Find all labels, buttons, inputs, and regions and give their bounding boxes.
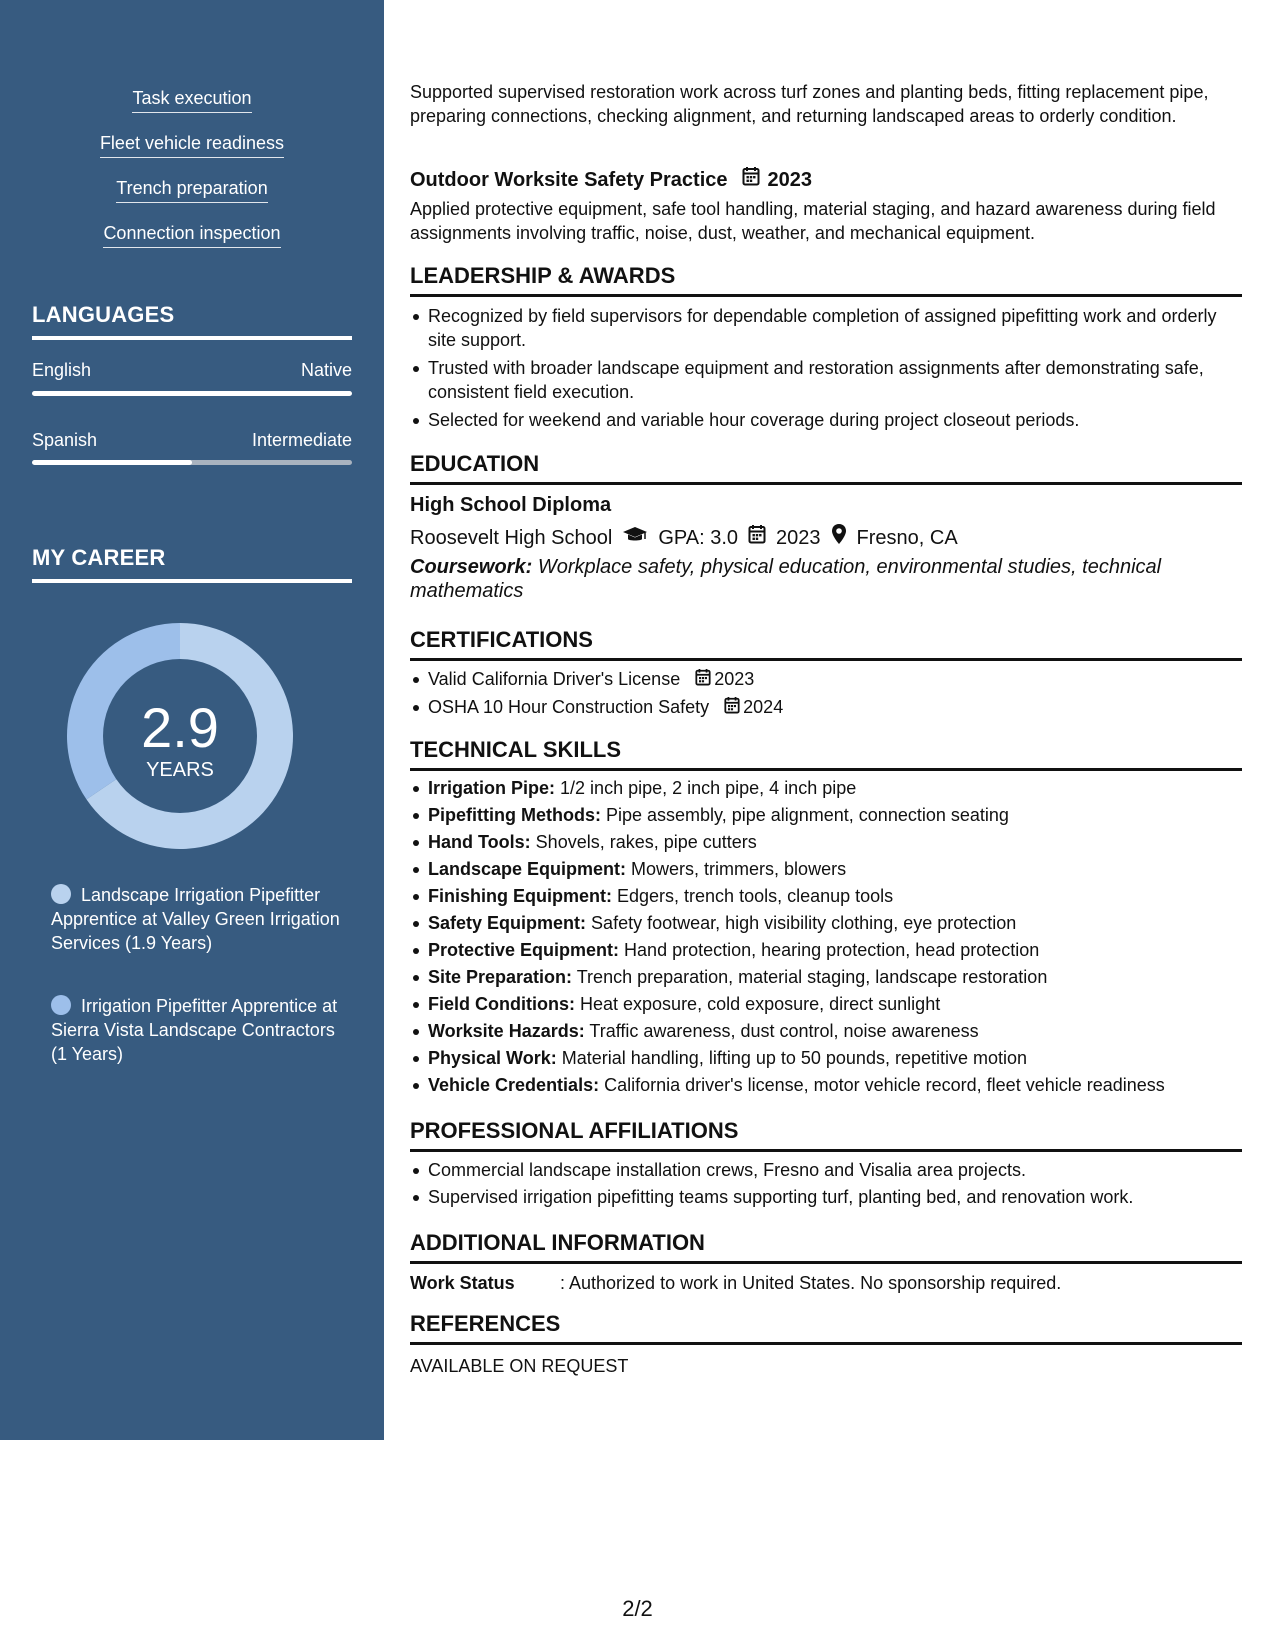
- graduation-cap-icon: [622, 525, 648, 551]
- skill-item: [410, 1045, 1242, 1072]
- skill-label: Task execution: [132, 88, 251, 113]
- list-item: [410, 666, 1242, 694]
- references-heading: REFERENCES: [410, 1311, 1242, 1345]
- skill-item: [410, 937, 1242, 964]
- skill-category: Protective Equipment:: [428, 940, 620, 960]
- list-item: Supervised irrigation pipefitting teams supporting turf, planting bed, and renovation work.: [410, 1184, 1242, 1211]
- experience-summary: Supported supervised restoration work across turf zones and planting beds, fitting replacement pipe, preparing connections, checking alignment, and returning landscaped areas to orderly condition.: [410, 82, 1209, 126]
- skill-category: Irrigation Pipe:: [428, 778, 556, 798]
- school-location: Fresno, CA: [856, 526, 958, 549]
- leadership-list: [410, 304, 1242, 432]
- education-details-row: [410, 523, 958, 552]
- calendar-icon: [748, 524, 766, 551]
- gpa: GPA: 3.0: [658, 526, 739, 549]
- skill-item: [410, 1018, 1242, 1045]
- career-legend-item: [51, 883, 341, 955]
- list-item: Trusted with broader landscape equipment and restoration assignments after demonstrating safe, consistent field execution.: [410, 356, 1242, 404]
- certification-name: Valid California Driver's License: [428, 669, 681, 689]
- certification-year: 2023: [714, 669, 755, 689]
- skill-values: Pipe assembly, pipe alignment, connection seating: [606, 805, 1009, 825]
- skill-values: Heat exposure, cold exposure, direct sunlight: [580, 994, 941, 1014]
- education-heading: EDUCATION: [410, 451, 1242, 485]
- graduation-year: 2023: [776, 526, 821, 549]
- skill-category: Finishing Equipment:: [428, 886, 612, 906]
- skill-values: California driver's license, motor vehicle record, fleet vehicle readiness: [604, 1075, 1165, 1095]
- affiliations-list: [410, 1157, 1242, 1211]
- skill-category: Hand Tools:: [428, 832, 531, 852]
- map-pin-icon: [831, 523, 847, 552]
- school-name: Roosevelt High School: [410, 526, 613, 549]
- list-item: Recognized by field supervisors for dependable completion of assigned pipefitting work and orderly site support.: [410, 304, 1242, 352]
- sidebar: [0, 0, 384, 1440]
- skill-values: Traffic awareness, dust control, noise awareness: [589, 1021, 979, 1041]
- skill-link-task-execution[interactable]: [0, 88, 384, 113]
- skill-values: Hand protection, hearing protection, head protection: [624, 940, 1040, 960]
- calendar-icon: [724, 695, 740, 722]
- work-status-value: : Authorized to work in United States. No sponsorship required.: [560, 1273, 1062, 1293]
- degree-title: [410, 492, 611, 518]
- work-status-label: Work Status: [410, 1273, 515, 1293]
- legend-dot: [51, 995, 71, 1015]
- skill-values: Material handling, lifting up to 50 pounds, repetitive motion: [561, 1048, 1028, 1068]
- skill-category: Worksite Hazards:: [428, 1021, 585, 1041]
- list-item: Selected for weekend and variable hour coverage during project closeout periods.: [410, 408, 1242, 432]
- skill-category: Safety Equipment:: [428, 913, 587, 933]
- technical-skills-heading: TECHNICAL SKILLS: [410, 737, 1242, 771]
- career-legend-text: Irrigation Pipefitter Apprentice at Sierra Vista Landscape Contractors (1 Years): [51, 996, 338, 1064]
- skill-label: Connection inspection: [103, 223, 280, 248]
- list-item: Commercial landscape installation crews, Fresno and Visalia area projects.: [410, 1157, 1242, 1184]
- skill-category: Landscape Equipment:: [428, 859, 627, 879]
- training-title-row: [410, 166, 812, 193]
- career-total-unit: YEARS: [146, 759, 214, 781]
- skill-item: [410, 991, 1242, 1018]
- skill-category: Pipefitting Methods:: [428, 805, 601, 825]
- career-heading: MY CAREER: [32, 545, 352, 583]
- skill-values: 1/2 inch pipe, 2 inch pipe, 4 inch pipe: [560, 778, 857, 798]
- skill-item: [410, 775, 1242, 802]
- skill-values: Trench preparation, material staging, landscape restoration: [576, 967, 1048, 987]
- legend-dot: [51, 884, 71, 904]
- skill-item: [410, 1072, 1242, 1099]
- coursework-label: Coursework:: [410, 556, 533, 578]
- skill-label: Trench preparation: [116, 178, 267, 203]
- skill-category: Vehicle Credentials:: [428, 1075, 600, 1095]
- affiliations-heading: PROFESSIONAL AFFILIATIONS: [410, 1118, 1242, 1152]
- skill-item: [410, 883, 1242, 910]
- language-bar-spanish: [32, 460, 352, 465]
- language-row-spanish: [32, 430, 352, 451]
- calendar-icon: [695, 667, 711, 694]
- skill-item: [410, 856, 1242, 883]
- skill-link-trench-preparation[interactable]: [0, 178, 384, 203]
- certifications-list: [410, 666, 1242, 722]
- skill-link-fleet-vehicle-readiness[interactable]: [0, 133, 384, 158]
- language-bar-fill: [32, 460, 192, 465]
- training-description: Applied protective equipment, safe tool handling, material staging, and hazard awareness during field assignments involving traffic, noise, dust, weather, and mechanical equipment.: [410, 199, 1216, 243]
- career-donut-chart: [66, 622, 294, 850]
- language-name: English: [32, 360, 92, 380]
- references-text: AVAILABLE ON REQUEST: [410, 1356, 629, 1376]
- list-item: [410, 694, 1242, 722]
- language-name: Spanish: [32, 430, 98, 450]
- additional-info-heading: ADDITIONAL INFORMATION: [410, 1230, 1242, 1264]
- skill-category: Field Conditions:: [428, 994, 575, 1014]
- skill-category: Physical Work:: [428, 1048, 557, 1068]
- certifications-heading: CERTIFICATIONS: [410, 627, 1242, 661]
- skill-values: Safety footwear, high visibility clothing, eye protection: [591, 913, 1017, 933]
- page-number: 2/2: [622, 1596, 653, 1621]
- career-total-value: 2.9: [141, 696, 219, 759]
- language-bar-fill: [32, 391, 352, 396]
- coursework: [410, 555, 1242, 603]
- degree-name: High School Diploma: [410, 494, 612, 516]
- skill-item: [410, 829, 1242, 856]
- training-year: 2023: [767, 168, 812, 191]
- coursework-text: Workplace safety, physical education, environmental studies, technical mathematics: [410, 556, 1162, 602]
- work-status-row: [410, 1271, 1242, 1295]
- language-row-english: [32, 360, 352, 381]
- skill-item: [410, 802, 1242, 829]
- skill-values: Edgers, trench tools, cleanup tools: [617, 886, 894, 906]
- certification-year: 2024: [743, 696, 784, 717]
- skill-values: Mowers, trimmers, blowers: [631, 859, 847, 879]
- languages-heading: LANGUAGES: [32, 302, 352, 340]
- skill-label: Fleet vehicle readiness: [100, 133, 284, 158]
- language-level: Native: [300, 360, 352, 380]
- skill-values: Shovels, rakes, pipe cutters: [535, 832, 757, 852]
- training-title: Outdoor Worksite Safety Practice: [410, 168, 728, 191]
- skill-item: [410, 964, 1242, 991]
- skill-link-connection-inspection[interactable]: [0, 223, 384, 248]
- certification-name: OSHA 10 Hour Construction Safety: [428, 696, 710, 717]
- skill-item: [410, 910, 1242, 937]
- career-legend-text: Landscape Irrigation Pipefitter Apprentice at Valley Green Irrigation Services (1.9 Years): [51, 885, 340, 953]
- language-bar-english: [32, 391, 352, 396]
- skill-category: Site Preparation:: [428, 967, 573, 987]
- technical-skills-list: [410, 775, 1242, 1099]
- leadership-heading: LEADERSHIP & AWARDS: [410, 263, 1242, 297]
- career-legend-item: [51, 994, 341, 1066]
- language-level: Intermediate: [251, 430, 352, 450]
- calendar-icon: [742, 166, 760, 193]
